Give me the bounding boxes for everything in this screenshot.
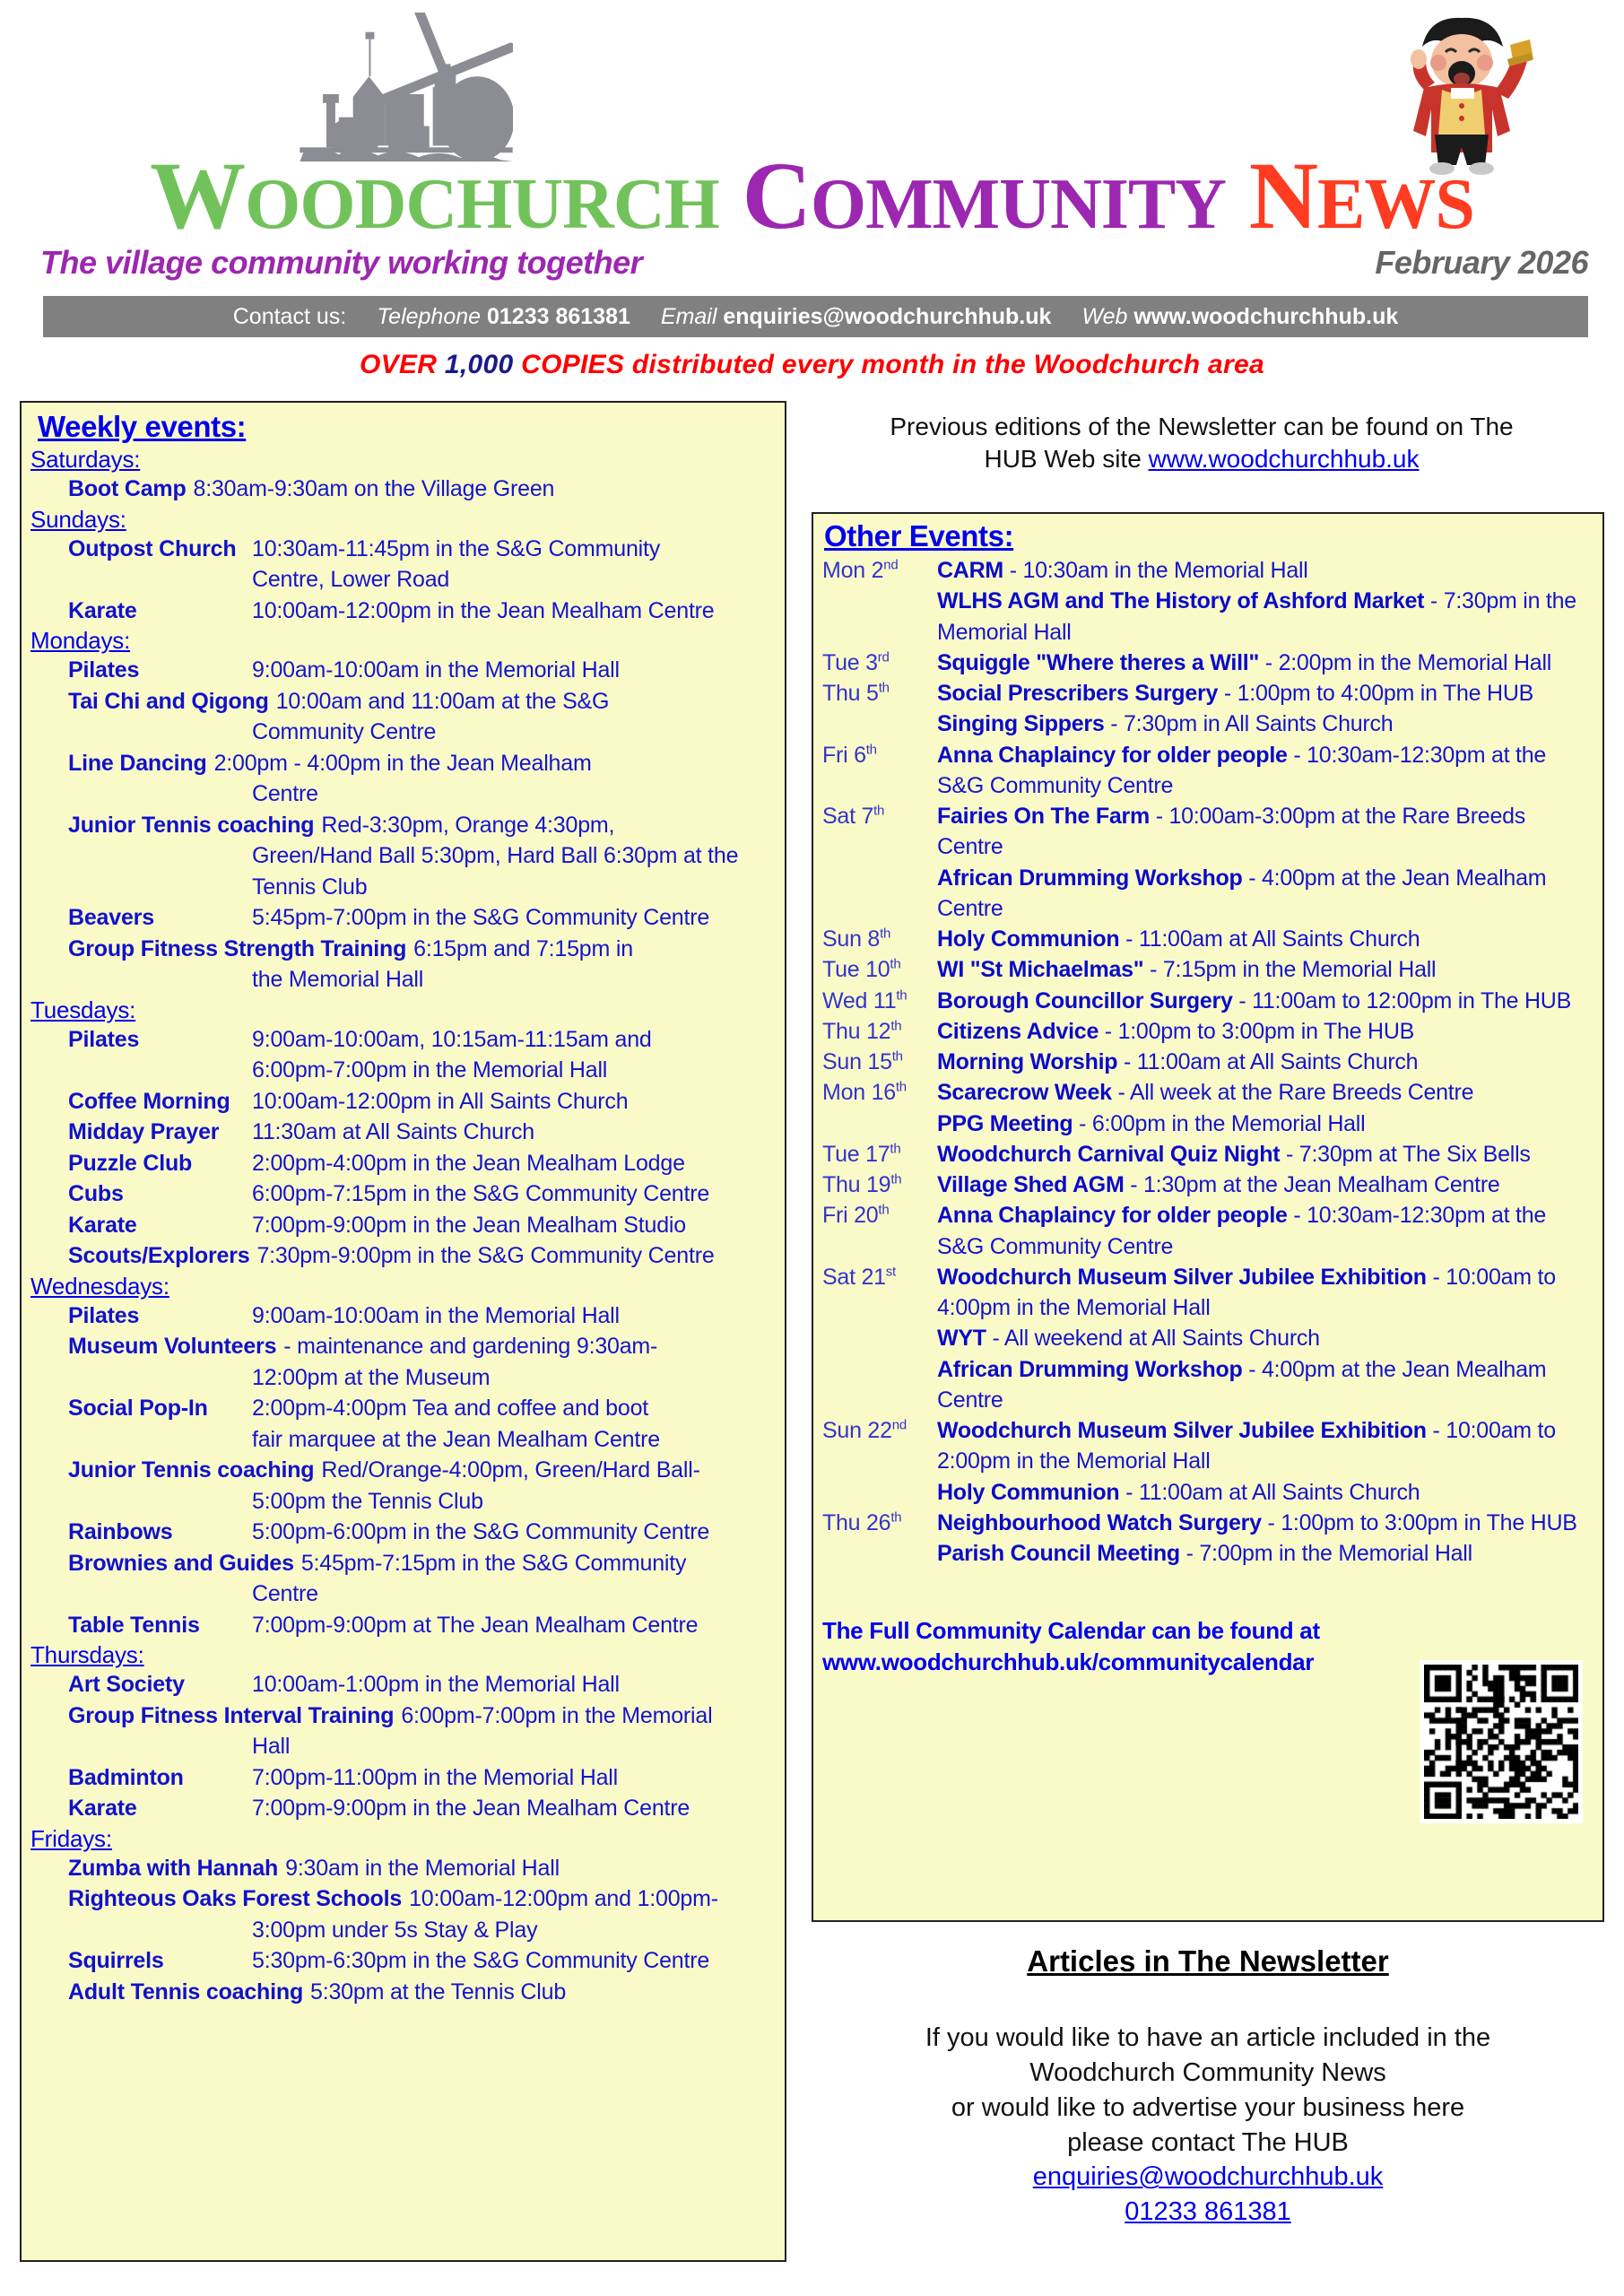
weekly-event-row <box>68 474 777 505</box>
other-event-row <box>822 954 1594 985</box>
continuation-spacer <box>68 717 252 748</box>
weekly-event-row <box>68 686 777 718</box>
other-event-description: Woodchurch Museum Silver Jubilee Exhibition - 10:00am to 4:00pm in the Memorial Hall <box>937 1264 1556 1320</box>
other-event-row <box>822 555 1594 586</box>
weekly-events-box <box>20 401 786 2262</box>
weekly-event-row <box>68 655 777 686</box>
web-label: Web <box>1081 303 1128 329</box>
previous-editions-note <box>812 411 1592 476</box>
day-heading: Saturdays: <box>30 446 141 473</box>
weekly-event-name: Pilates <box>68 657 140 683</box>
other-event-name: Woodchurch Carnival Quiz Night <box>937 1141 1281 1167</box>
other-event-date: Sat 21st <box>822 1264 896 1290</box>
weekly-event-row <box>68 1793 777 1824</box>
weekly-event-name: Karate <box>68 1796 137 1821</box>
other-event-date: Thu 19th <box>822 1171 902 1197</box>
other-event-description: African Drumming Workshop - 4:00pm at the Jean Mealham Centre <box>937 1356 1547 1413</box>
other-event-row <box>822 648 1594 678</box>
other-event-row <box>822 863 1594 925</box>
weekly-event-name: Adult Tennis coaching <box>68 1979 304 2005</box>
other-event-date <box>822 1477 937 1508</box>
weekly-event-row <box>68 1853 777 1884</box>
weekly-event-name: Boot Camp <box>68 476 187 501</box>
continuation-text: Community Centre <box>252 719 437 744</box>
title-word-3-cap: N <box>1248 144 1318 249</box>
weekly-event-continuation <box>68 964 777 996</box>
weekly-event-detail: 5:00pm-6:00pm in the S&G Community Centre <box>252 1519 710 1544</box>
previous-editions-line1: Previous editions of the Newsletter can be found on The <box>890 413 1514 440</box>
weekly-event-detail: 8:30am-9:30am on the Village Green <box>193 476 555 501</box>
articles-phone-link[interactable]: 01233 861381 <box>1125 2197 1291 2227</box>
other-event-description: Anna Chaplaincy for older people - 10:30am-12:30pm at the S&G Community Centre <box>937 742 1547 798</box>
continuation-text: Centre, Lower Road <box>252 567 450 592</box>
other-event-description: Holy Communion - 11:00am at All Saints Church <box>937 926 1420 952</box>
other-event-description: WLHS AGM and The History of Ashford Market - 7:30pm in the Memorial Hall <box>937 588 1576 645</box>
weekly-event-row <box>68 1945 777 1977</box>
continuation-spacer <box>68 778 252 810</box>
other-event-name: PPG Meeting <box>937 1110 1073 1136</box>
issue-date: February 2026 <box>1375 244 1588 281</box>
other-event-name: Social Prescribers Surgery <box>937 681 1219 706</box>
other-event-description: WYT - All weekend at All Saints Church <box>937 1326 1320 1352</box>
web-value[interactable]: www.woodchurchhub.uk <box>1133 303 1399 329</box>
continuation-text: fair marquee at the Jean Mealham Centre <box>252 1426 660 1452</box>
other-events-box <box>812 512 1604 1922</box>
email-group <box>661 304 1052 330</box>
telephone-value: 01233 861381 <box>487 303 630 329</box>
weekly-event-continuation <box>68 778 777 810</box>
weekly-event-detail: - maintenance and gardening 9:30am- <box>283 1334 658 1359</box>
other-event-row <box>822 1170 1594 1200</box>
other-event-description: Holy Communion - 11:00am at All Saints Church <box>937 1479 1420 1505</box>
continuation-spacer <box>68 564 252 596</box>
other-event-name: Woodchurch Museum Silver Jubilee Exhibition <box>937 1418 1427 1443</box>
other-event-date: Thu 26th <box>822 1509 902 1535</box>
weekly-event-detail: 6:15pm and 7:15pm in <box>413 935 633 961</box>
hub-website-link[interactable]: www.woodchurchhub.uk <box>1148 445 1420 474</box>
masthead-title <box>0 142 1624 252</box>
copies-pre: OVER <box>360 350 445 379</box>
other-event-row <box>822 801 1594 863</box>
weekly-event-name: Art Society <box>68 1672 185 1697</box>
copies-banner <box>0 350 1624 380</box>
other-event-name: Fairies On The Farm <box>937 804 1150 829</box>
web-group <box>1081 304 1398 330</box>
weekly-event-detail: 7:00pm-9:00pm in the Jean Mealham Studio <box>252 1212 686 1238</box>
other-event-description: Citizens Advice - 1:00pm to 3:00pm in The HUB <box>937 1018 1415 1044</box>
weekly-event-row <box>68 1669 777 1700</box>
weekly-event-row <box>68 1148 777 1179</box>
weekly-event-name: Puzzle Club <box>68 1150 193 1176</box>
weekly-event-continuation <box>68 717 777 748</box>
other-event-date: Sat 7th <box>822 803 885 829</box>
continuation-text: Hall <box>252 1734 291 1759</box>
other-event-description: Borough Councillor Surgery - 11:00am to 12:00pm in The HUB <box>937 987 1572 1013</box>
weekly-event-detail: 11:30am at All Saints Church <box>252 1119 534 1144</box>
weekly-event-detail: 10:00am-12:00pm in All Saints Church <box>252 1088 629 1114</box>
weekly-event-detail: 10:30am-11:45pm in the S&G Community <box>252 535 661 561</box>
other-event-date: Tue 17th <box>822 1141 901 1167</box>
weekly-event-name: Line Dancing <box>68 750 207 776</box>
weekly-event-detail: 5:30pm-6:30pm in the S&G Community Centre <box>252 1948 710 1973</box>
weekly-event-name: Scouts/Explorers <box>68 1243 250 1268</box>
calendar-footer-line2[interactable]: www.woodchurchhub.uk/communitycalendar <box>822 1648 1315 1676</box>
weekly-event-continuation <box>68 1362 777 1394</box>
other-event-description: Squiggle "Where theres a Will" - 2:00pm in the Memorial Hall <box>937 649 1552 675</box>
weekly-event-row <box>68 1300 777 1332</box>
weekly-event-name: Badminton <box>68 1764 184 1790</box>
weekly-event-continuation <box>68 1424 777 1456</box>
other-event-description: Parish Council Meeting - 7:00pm in the Memorial Hall <box>937 1541 1472 1566</box>
weekly-event-name: Group Fitness Strength Training <box>68 935 407 961</box>
weekly-event-detail: 2:00pm-4:00pm in the Jean Mealham Lodge <box>252 1150 685 1176</box>
other-event-date: Tue 3rd <box>822 649 890 675</box>
weekly-event-name: Tai Chi and Qigong <box>68 688 269 714</box>
other-event-description: Woodchurch Carnival Quiz Night - 7:30pm at The Six Bells <box>937 1141 1531 1167</box>
other-events-title: Other Events: <box>824 519 1014 552</box>
other-event-description: Woodchurch Museum Silver Jubilee Exhibition - 10:00am to 2:00pm in the Memorial Hall <box>937 1418 1556 1474</box>
weekly-event-name: Righteous Oaks Forest Schools <box>68 1886 403 1911</box>
other-event-description: African Drumming Workshop - 4:00pm at the Jean Mealham Centre <box>937 865 1547 921</box>
other-event-row <box>822 1477 1594 1508</box>
other-event-row <box>822 1508 1594 1538</box>
other-event-date: Sun 22nd <box>822 1417 907 1443</box>
day-heading: Mondays: <box>30 627 131 654</box>
title-word-2-cap: C <box>742 144 811 249</box>
weekly-event-detail: Red-3:30pm, Orange 4:30pm, <box>321 812 615 838</box>
other-event-name: WLHS AGM and The History of Ashford Market <box>937 588 1425 614</box>
continuation-spacer <box>68 1362 252 1394</box>
weekly-event-row <box>68 534 777 565</box>
weekly-event-row <box>68 1117 777 1148</box>
copies-number: 1,000 <box>444 350 514 379</box>
other-event-description: Scarecrow Week - All week at the Rare Breeds Centre <box>937 1080 1474 1106</box>
day-heading: Sundays: <box>30 505 126 533</box>
weekly-event-name: Social Pop-In <box>68 1396 208 1421</box>
other-event-date: Mon 2nd <box>822 557 899 583</box>
other-event-description: Fairies On The Farm - 10:00am-3:00pm at the Rare Breeds Centre <box>937 804 1526 860</box>
weekly-event-name: Cubs <box>68 1181 124 1206</box>
other-event-name: WYT <box>937 1326 986 1352</box>
other-event-row <box>822 586 1594 648</box>
continuation-text: Centre <box>252 1581 318 1606</box>
other-event-row <box>822 1016 1594 1047</box>
other-event-row <box>822 986 1594 1016</box>
other-event-name: Squiggle "Where theres a Will" <box>937 649 1260 675</box>
weekly-event-row <box>68 1977 777 2008</box>
continuation-spacer <box>68 1055 252 1086</box>
other-event-row <box>822 1262 1594 1324</box>
other-events-list <box>822 555 1594 1569</box>
other-event-row <box>822 1200 1594 1262</box>
weekly-event-continuation <box>68 1578 777 1610</box>
other-event-description: WI "St Michaelmas" - 7:15pm in the Memorial Hall <box>937 957 1437 983</box>
weekly-event-name: Group Fitness Interval Training <box>68 1702 395 1728</box>
continuation-spacer <box>68 1424 252 1456</box>
weekly-event-detail: 5:45pm-7:15pm in the S&G Community <box>300 1550 687 1576</box>
other-event-description: PPG Meeting - 6:00pm in the Memorial Hall <box>937 1110 1366 1136</box>
other-event-row <box>822 1323 1594 1353</box>
continuation-text: the Memorial Hall <box>252 967 424 992</box>
other-event-date <box>822 1323 937 1353</box>
other-event-date <box>822 1538 937 1569</box>
continuation-spacer <box>68 840 252 902</box>
weekly-event-name: Zumba with Hannah <box>68 1855 279 1881</box>
weekly-event-name: Junior Tennis coaching <box>68 812 315 838</box>
other-event-description: Morning Worship - 11:00am at All Saints Church <box>937 1049 1419 1074</box>
other-event-date: Wed 11th <box>822 987 908 1013</box>
weekly-event-row <box>68 1086 777 1118</box>
articles-email-link[interactable]: enquiries@woodchurchhub.uk <box>1032 2162 1384 2192</box>
email-label: Email <box>660 303 717 329</box>
weekly-event-name: Beavers <box>68 905 154 930</box>
weekly-event-name: Squirrels <box>68 1948 164 1973</box>
telephone-label: Telephone <box>377 303 482 329</box>
continuation-spacer <box>68 1578 252 1610</box>
contact-us-label: Contact us: <box>232 303 347 329</box>
continuation-text: 6:00pm-7:00pm in the Memorial Hall <box>252 1057 608 1083</box>
weekly-event-name: Karate <box>68 597 137 623</box>
weekly-event-detail: 2:00pm - 4:00pm in the Jean Mealham <box>213 750 592 776</box>
articles-line3: or would like to advertise your business here <box>951 2092 1465 2122</box>
qr-code-icon[interactable] <box>1420 1660 1583 1823</box>
continuation-text: Centre <box>252 781 318 806</box>
weekly-event-continuation <box>68 1915 777 1946</box>
other-event-description: Social Prescribers Surgery - 1:00pm to 4:00pm in The HUB <box>937 681 1534 706</box>
other-event-name: Holy Communion <box>937 1479 1120 1505</box>
weekly-event-row <box>68 596 777 627</box>
weekly-event-row <box>68 1393 777 1424</box>
other-event-name: Singing Sippers <box>937 711 1105 737</box>
other-event-date: Thu 12th <box>822 1018 902 1044</box>
weekly-event-name: Junior Tennis coaching <box>68 1457 315 1483</box>
articles-line1: If you would like to have an article included in the <box>925 2023 1491 2052</box>
day-heading: Wednesdays: <box>30 1272 169 1300</box>
weekly-event-detail: 6:00pm-7:15pm in the S&G Community Centre <box>252 1181 710 1206</box>
other-event-name: Citizens Advice <box>937 1018 1099 1044</box>
other-event-name: African Drumming Workshop <box>937 1356 1243 1382</box>
weekly-event-row <box>68 810 777 841</box>
other-event-row <box>822 1354 1594 1416</box>
other-event-name: Woodchurch Museum Silver Jubilee Exhibition <box>937 1264 1427 1290</box>
masthead <box>0 0 1624 379</box>
other-event-date: Fri 6th <box>822 742 877 768</box>
other-event-name: WI "St Michaelmas" <box>937 957 1144 983</box>
other-event-date <box>822 863 937 925</box>
other-event-row <box>822 1415 1594 1477</box>
weekly-event-detail: 6:00pm-7:00pm in the Memorial <box>401 1702 713 1728</box>
weekly-event-detail: 10:00am-1:00pm in the Memorial Hall <box>252 1672 620 1697</box>
calendar-footer-line1: The Full Community Calendar can be found at <box>822 1617 1320 1645</box>
masthead-tagline: The village community working together <box>40 244 643 281</box>
other-event-date: Thu 5th <box>822 680 890 706</box>
weekly-event-row <box>68 748 777 779</box>
weekly-event-name: Karate <box>68 1212 137 1238</box>
weekly-event-detail: 7:00pm-9:00pm at The Jean Mealham Centre <box>252 1612 699 1638</box>
weekly-event-detail: 10:00am-12:00pm and 1:00pm- <box>409 1886 718 1911</box>
weekly-events-list <box>30 446 777 2007</box>
weekly-event-name: Table Tennis <box>68 1612 200 1638</box>
title-word-2-rest: OMMUNITY <box>810 165 1226 244</box>
articles-line2: Woodchurch Community News <box>1029 2057 1386 2087</box>
weekly-event-continuation <box>68 1731 777 1762</box>
other-event-description: Singing Sippers - 7:30pm in All Saints Church <box>937 711 1394 737</box>
copies-post: COPIES distributed every month in the Woodchurch area <box>513 350 1264 379</box>
weekly-event-continuation <box>68 564 777 596</box>
other-event-name: African Drumming Workshop <box>937 865 1243 891</box>
other-event-name: Borough Councillor Surgery <box>937 987 1233 1013</box>
weekly-event-row <box>68 1610 777 1641</box>
weekly-event-detail: 10:00am-12:00pm in the Jean Mealham Centre <box>252 597 715 623</box>
other-event-date: Fri 20th <box>822 1202 890 1229</box>
weekly-event-name: Pilates <box>68 1026 140 1052</box>
continuation-text: 12:00pm at the Museum <box>252 1364 491 1390</box>
articles-heading: Articles in The Newsletter <box>1027 1944 1389 1978</box>
weekly-event-row <box>68 934 777 965</box>
day-heading: Thursdays: <box>30 1641 144 1668</box>
weekly-event-row <box>68 1178 777 1210</box>
other-event-name: Anna Chaplaincy for older people <box>937 1203 1288 1229</box>
day-heading: Tuesdays: <box>30 996 136 1023</box>
other-event-row <box>822 924 1594 954</box>
weekly-event-detail: Red/Orange-4:00pm, Green/Hard Ball- <box>321 1457 700 1483</box>
weekly-event-detail: 9:30am in the Memorial Hall <box>285 1855 560 1881</box>
continuation-text: Green/Hand Ball 5:30pm, Hard Ball 6:30pm at the Tennis Club <box>252 843 739 900</box>
continuation-spacer <box>68 1486 252 1518</box>
title-word-1-rest: OODCHURCH <box>245 165 719 244</box>
weekly-event-row <box>68 1762 777 1794</box>
weekly-event-row <box>68 902 777 934</box>
weekly-event-name: Brownies and Guides <box>68 1550 294 1576</box>
other-event-row <box>822 1047 1594 1077</box>
other-event-row <box>822 1109 1594 1139</box>
day-heading: Fridays: <box>30 1824 112 1852</box>
weekly-event-detail: 9:00am-10:00am, 10:15am-11:15am and <box>252 1026 652 1052</box>
weekly-event-continuation <box>68 1055 777 1086</box>
other-event-date: Sun 8th <box>822 926 891 952</box>
other-event-name: CARM <box>937 558 1003 583</box>
other-event-row <box>822 1077 1594 1108</box>
weekly-event-detail: 9:00am-10:00am in the Memorial Hall <box>252 657 620 683</box>
weekly-event-row <box>68 1024 777 1056</box>
weekly-events-title: Weekly events: <box>38 410 247 443</box>
weekly-event-name: Rainbows <box>68 1519 173 1544</box>
continuation-spacer <box>68 1915 252 1946</box>
previous-editions-line2-pre: HUB Web site <box>984 445 1149 474</box>
weekly-event-name: Coffee Morning <box>68 1088 230 1114</box>
weekly-event-detail: 10:00am and 11:00am at the S&G <box>275 688 610 714</box>
weekly-event-detail: 5:45pm-7:00pm in the S&G Community Centre <box>252 905 710 930</box>
continuation-spacer <box>68 964 252 996</box>
weekly-event-continuation <box>68 1486 777 1518</box>
other-event-date: Tue 10th <box>822 956 901 983</box>
articles-body <box>812 2005 1604 2230</box>
weekly-event-detail: 5:30pm at the Tennis Club <box>310 1979 567 2005</box>
weekly-event-row <box>68 1700 777 1732</box>
continuation-spacer <box>68 1731 252 1762</box>
other-event-row <box>822 709 1594 739</box>
continuation-text: 5:00pm the Tennis Club <box>252 1488 483 1514</box>
other-event-date: Sun 15th <box>822 1048 903 1074</box>
weekly-event-row <box>68 1240 777 1272</box>
weekly-event-row <box>68 1210 777 1241</box>
email-value[interactable]: enquiries@woodchurchhub.uk <box>723 303 1052 329</box>
weekly-event-row <box>68 1455 777 1486</box>
weekly-event-detail: 9:00am-10:00am in the Memorial Hall <box>252 1302 620 1328</box>
contact-bar <box>43 296 1588 337</box>
other-event-date <box>822 586 937 648</box>
other-event-name: Village Shed AGM <box>937 1172 1125 1197</box>
other-event-description: CARM - 10:30am in the Memorial Hall <box>937 558 1308 583</box>
other-event-name: Scarecrow Week <box>937 1080 1112 1106</box>
weekly-event-row <box>68 1517 777 1548</box>
weekly-event-detail: 7:00pm-9:00pm in the Jean Mealham Centre <box>252 1796 690 1821</box>
other-event-name: Parish Council Meeting <box>937 1541 1180 1566</box>
other-event-name: Holy Communion <box>937 926 1120 952</box>
telephone-group <box>377 304 630 330</box>
title-word-1-cap: W <box>150 144 246 249</box>
other-event-row <box>822 1139 1594 1170</box>
weekly-event-name: Pilates <box>68 1302 140 1328</box>
weekly-event-row <box>68 1331 777 1362</box>
other-event-description: Anna Chaplaincy for older people - 10:30am-12:30pm at the S&G Community Centre <box>937 1203 1547 1259</box>
weekly-event-detail: 7:00pm-11:00pm in the Memorial Hall <box>252 1764 619 1790</box>
continuation-text: 3:00pm under 5s Stay & Play <box>252 1917 538 1943</box>
other-event-name: Morning Worship <box>937 1049 1118 1074</box>
weekly-event-row <box>68 1883 777 1915</box>
weekly-event-name: Outpost Church <box>68 535 237 561</box>
weekly-event-detail: 7:30pm-9:00pm in the S&G Community Centre <box>256 1243 715 1268</box>
weekly-event-name: Museum Volunteers <box>68 1334 277 1359</box>
other-event-date: Mon 16th <box>822 1079 907 1106</box>
other-event-date <box>822 1109 937 1139</box>
articles-line4: please contact The HUB <box>1067 2127 1349 2157</box>
other-event-date <box>822 709 937 739</box>
other-event-date <box>822 1354 937 1416</box>
other-event-row <box>822 678 1594 709</box>
other-event-row <box>822 740 1594 802</box>
other-event-name: Anna Chaplaincy for older people <box>937 742 1288 768</box>
other-event-row <box>822 1538 1594 1569</box>
weekly-event-name: Midday Prayer <box>68 1119 220 1144</box>
title-word-3-rest: EWS <box>1317 165 1474 244</box>
other-event-description: Village Shed AGM - 1:30pm at the Jean Mealham Centre <box>937 1172 1500 1197</box>
weekly-event-continuation <box>68 840 777 902</box>
other-event-description: Neighbourhood Watch Surgery - 1:00pm to 3:00pm in The HUB <box>937 1509 1577 1535</box>
weekly-event-row <box>68 1548 777 1579</box>
other-event-name: Neighbourhood Watch Surgery <box>937 1509 1262 1535</box>
weekly-event-detail: 2:00pm-4:00pm Tea and coffee and boot <box>252 1396 649 1421</box>
